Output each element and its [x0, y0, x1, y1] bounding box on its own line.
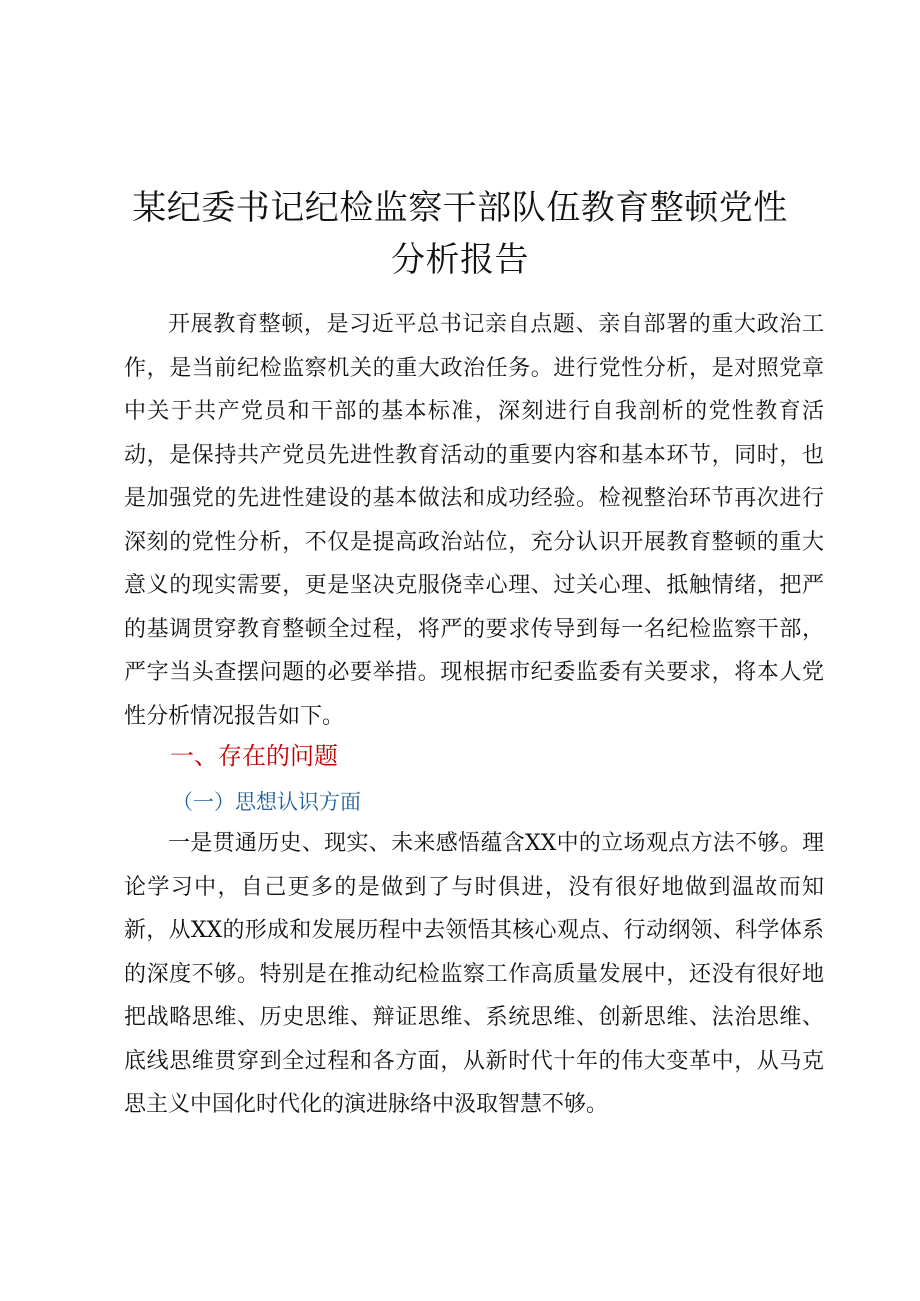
body-paragraph: 一是贯通历史、现实、未来感悟蕴含XX中的立场观点方法不够。理论学习中，自己更多的是做到了与时俱进，没有很好地做到温故而知新，从XX的形成和发展历程中去领悟其核心观点、行动纲领、科学体系的深度不够。特别是在推动纪检监察工作高质量发展中，还没有很好地把战略思维、历史思维、辩证思维、系统思维、创新思维、法治思维、底线思维贯穿到全过程和各方面，从新时代十年的伟大变革中，从马克思主义中国化时代化的演进脉络中汲取智慧不够。 [124, 831, 824, 1117]
intro-paragraph: 开展教育整顿，是习近平总书记亲自点题、亲自部署的重大政治工作，是当前纪检监察机关的重大政治任务。进行党性分析，是对照党章中关于共产党员和干部的基本标准，深刻进行自我剖析的党性教育活动，是保持共产党员先进性教育活动的重要内容和基本环节，同时，也是加强党的先进性建设的基本做法和成功经验。检视整治环节再次进行深刻的党性分析，不仅是提高政治站位，充分认识开展教育整顿的重大意义的现实需要，更是坚决克服侥幸心理、过关心理、抵触情绪，把严的基调贯穿教育整顿全过程，将严的要求传导到每一名纪检监察干部，严字当头查摆问题的必要举措。现根据市纪委监委有关要求，将本人党性分析情况报告如下。 [124, 312, 824, 729]
document-title-line1: 某纪委书记纪检监察干部队伍教育整顿党性 [132, 188, 788, 228]
document-title-line2: 分析报告 [391, 240, 529, 280]
subsection-heading: （一）思想认识方面 [172, 790, 361, 814]
section-heading: 一、存在的问题 [170, 742, 338, 770]
